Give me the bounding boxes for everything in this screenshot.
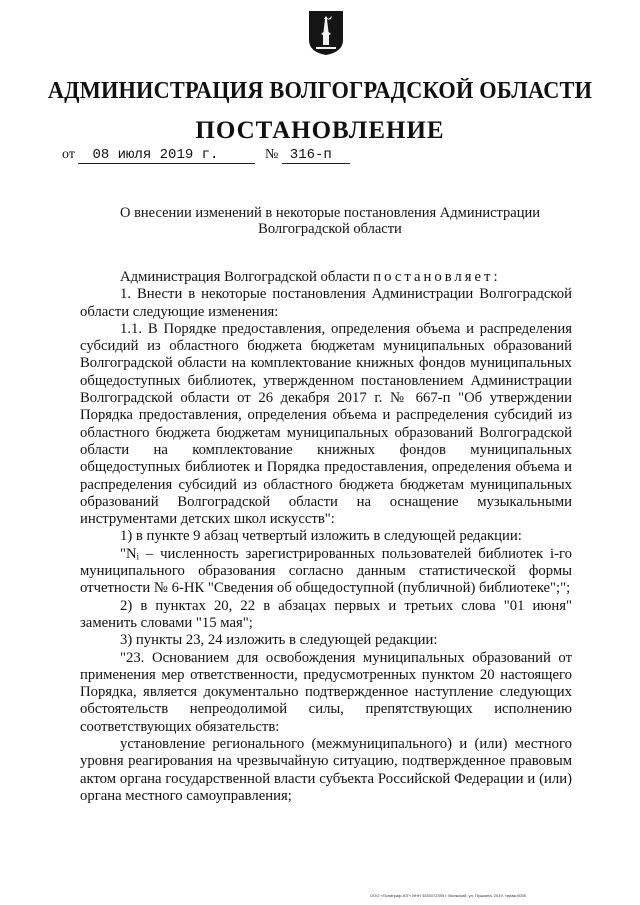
- document-type: ПОСТАНОВЛЕНИЕ: [195, 117, 445, 144]
- subparagraph-1: 1) в пункте 9 абзац четвертый изложить в следующей редакции:: [120, 528, 522, 545]
- clause-23: "23. Основанием для освобождения муниципальных образований от применения мер ответственности, предусмотренных пунктом 20 настоящего Порядка, является документально подтвержденное наступление следующих обстоятельств непреодолимой силы, препятствующих исполнению соответствующих обязательств:: [80, 649, 572, 735]
- printer-imprint: ООО «Полиграф-ЮГ» ИНН 3435072395 г. Волжский, ул. Пушкина, 2019, тираж 6000: [370, 893, 527, 898]
- intro-verb: постановляет:: [373, 269, 501, 285]
- subparagraph-3: 3) пункты 23, 24 изложить в следующей редакции:: [120, 632, 438, 649]
- subparagraph-2: 2) в пунктах 20, 22 в абзацах первых и третьих слова "01 июня" заменить словами "15 мая";: [80, 597, 572, 631]
- organization-name: АДМИНИСТРАЦИЯ ВОЛГОГРАДСКОЙ ОБЛАСТИ: [47, 78, 593, 104]
- coat-of-arms-icon: [308, 10, 344, 56]
- date-number-line: [62, 147, 350, 164]
- quoted-definition: "Nᵢ – численность зарегистрированных пользователей библиотек i-го муниципального образования согласно данным статистической формы отчетности № 6-НК "Сведения об общедоступной (публичной) библиотеке";";: [80, 545, 572, 597]
- paragraph-1: 1. Внести в некоторые постановления Администрации Волгоградской области следующие изменения:: [80, 286, 572, 320]
- document-subject: О внесении изменений в некоторые постановления Администрации Волгоградской области: [119, 205, 541, 237]
- intro-text: Администрация Волгоградской области: [120, 269, 370, 285]
- intro-paragraph: [80, 269, 572, 286]
- document-date: 08 июля 2019 г.: [78, 147, 255, 164]
- date-prefix: от: [62, 147, 75, 162]
- number-prefix: №: [264, 147, 279, 162]
- document-body: [80, 269, 572, 805]
- clause-23-item: установление регионального (межмуниципального) и (или) местного уровня реагирования на чрезвычайную ситуацию, подтвержденное правовым актом органа государственной власти субъекта Российской Федерации и (или) органа местного самоуправления;: [80, 736, 572, 804]
- document-number: 316-п: [282, 147, 350, 164]
- paragraph-1-1: 1.1. В Порядке предоставления, определения объема и распределения субсидий из областного бюджета бюджетам муниципальных образований Волгоградской области на комплектование книжных фондов муниципальных общедоступных библиотек, утвержденном постановлением Администрации Волгоградской области от 26 декабря 2017 г. № 667-п "Об утверждении Порядка предоставления, определения объема и распределения субсидий из областного бюджета бюджетам муниципальных образований Волгоградской области на комплектование книжных фондов муниципальных общедоступных библиотек и Порядка предоставления, определения объема и распределения субсидий из областного бюджета бюджетам муниципальных образований Волгоградской области на оснащение музыкальными инструментами детских школ искусств":: [80, 320, 572, 528]
